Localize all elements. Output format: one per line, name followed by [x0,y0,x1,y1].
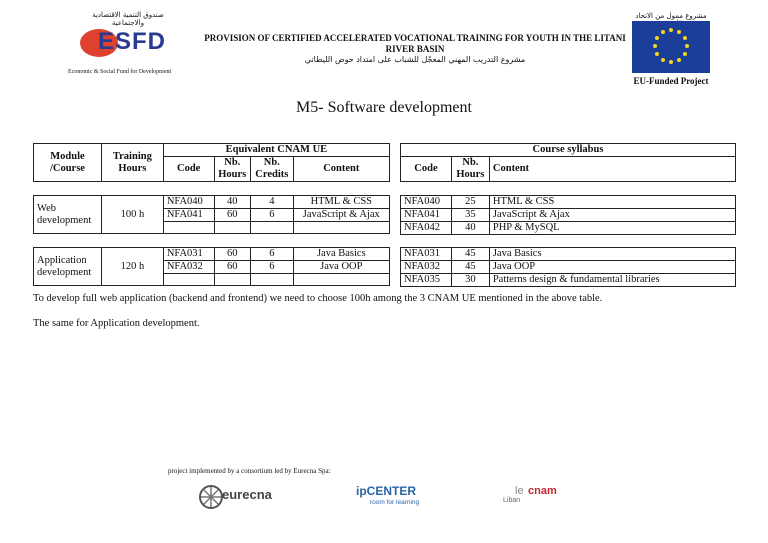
ipcenter-wordmark: ipCENTER [356,484,416,498]
header-nb-hours: Nb. Hours [451,157,489,182]
esfd-logo [80,25,180,61]
cnam-equivalence-table [33,143,390,182]
header-equivalent-cnam: Equivalent CNAM UE [163,144,389,157]
eu-flag-icon [632,21,710,73]
project-title-line1: PROVISION OF CERTIFIED ACCELERATED VOCATIONAL TRAINING FOR YOUTH IN THE LITANI [204,33,626,43]
cnam-content: JavaScript & Ajax [293,209,389,222]
syllabus-content: Java OOP [489,261,735,274]
consortium-caption: project implemented by a consortium led by Eurecna Spa: [168,467,331,475]
syllabus-content: Java Basics [489,248,735,261]
eu-arabic-caption: مشروع ممول من الاتحاد [635,12,707,20]
header-content: Content [489,157,735,182]
table-row [401,209,736,222]
web-equivalent-table [33,195,390,234]
syllabus-hours: 45 [451,248,489,261]
table-row [401,248,736,261]
syllabus-code: NFA041 [401,209,452,222]
cnam-content: Java OOP [293,261,389,274]
lecnam-liban: Liban [503,497,521,504]
header-nb-hours: Nb. Hours [214,157,251,182]
syllabus-hours: 45 [451,261,489,274]
header-code: Code [163,157,214,182]
eu-caption: EU-Funded Project [633,76,709,86]
cnam-hours: 60 [214,261,251,274]
syllabus-code: NFA035 [401,274,452,287]
cnam-hours: 40 [214,196,251,209]
header-module-course: Module /Course [34,144,102,182]
table-row [401,196,736,209]
project-title-line2: RIVER BASIN [385,44,445,54]
esfd-arabic-name: صندوق التنمية الاقتصادية والاجتماعية [92,11,164,27]
project-title-arabic: مشروع التدريب المهني المعجّل للشباب على امتداد حوض الليطاني [304,55,526,64]
training-hours-web: 100 h [101,196,163,234]
table-row [34,248,390,261]
lecnam-le: le [515,485,524,497]
syllabus-code: NFA042 [401,222,452,235]
cnam-credits: 6 [251,248,294,261]
table-row [401,274,736,287]
syllabus-content: Patterns design & fundamental libraries [489,274,735,287]
course-syllabus-header-table [400,143,736,182]
table-row [401,261,736,274]
syllabus-code: NFA031 [401,248,452,261]
note-web-application: To develop full web application (backend and frontend) we need to choose 100h among the 3 CNAM UE mentioned in the above table. [33,293,603,304]
app-equivalent-table [33,247,390,286]
cnam-credits: 6 [251,209,294,222]
web-syllabus-table [400,195,736,235]
cnam-code: NFA031 [163,248,214,261]
ipcenter-logo [356,484,436,510]
table-row [401,222,736,235]
cnam-code: NFA032 [163,261,214,274]
note-application-development: The same for Application development. [33,318,200,329]
syllabus-hours: 30 [451,274,489,287]
app-syllabus-table [400,247,736,287]
syllabus-content: PHP & MySQL [489,222,735,235]
cnam-code: NFA040 [163,196,214,209]
syllabus-code: NFA040 [401,196,452,209]
cnam-content: HTML & CSS [293,196,389,209]
header-course-syllabus: Course syllabus [401,144,736,157]
syllabus-hours: 40 [451,222,489,235]
header-code: Code [401,157,452,182]
module-application: Application development [34,248,102,286]
cnam-credits: 4 [251,196,294,209]
page-title: M5- Software development [296,99,472,116]
esfd-caption: Economic & Social Fund for Development [68,69,172,75]
lecnam-logo [503,485,583,511]
syllabus-hours: 35 [451,209,489,222]
header-training-hours: Training Hours [101,144,163,182]
syllabus-code: NFA032 [401,261,452,274]
cnam-content: Java Basics [293,248,389,261]
esfd-logo-text: ESFD [98,28,167,55]
cnam-code: NFA041 [163,209,214,222]
header-content: Content [293,157,389,182]
module-web: Web development [34,196,102,234]
cnam-hours: 60 [214,248,251,261]
ipcenter-tagline: room for learning [370,499,420,506]
syllabus-content: JavaScript & Ajax [489,209,735,222]
cnam-hours: 60 [214,209,251,222]
syllabus-hours: 25 [451,196,489,209]
header-nb-credits: Nb. Credits [251,157,294,182]
eurecna-emblem-icon [198,484,224,510]
cnam-credits: 6 [251,261,294,274]
syllabus-content: HTML & CSS [489,196,735,209]
training-hours-app: 120 h [101,248,163,286]
table-row [34,196,390,209]
eurecna-wordmark: eurecna [222,487,272,502]
eurecna-logo [198,484,298,512]
lecnam-wordmark: cnam [528,485,557,497]
